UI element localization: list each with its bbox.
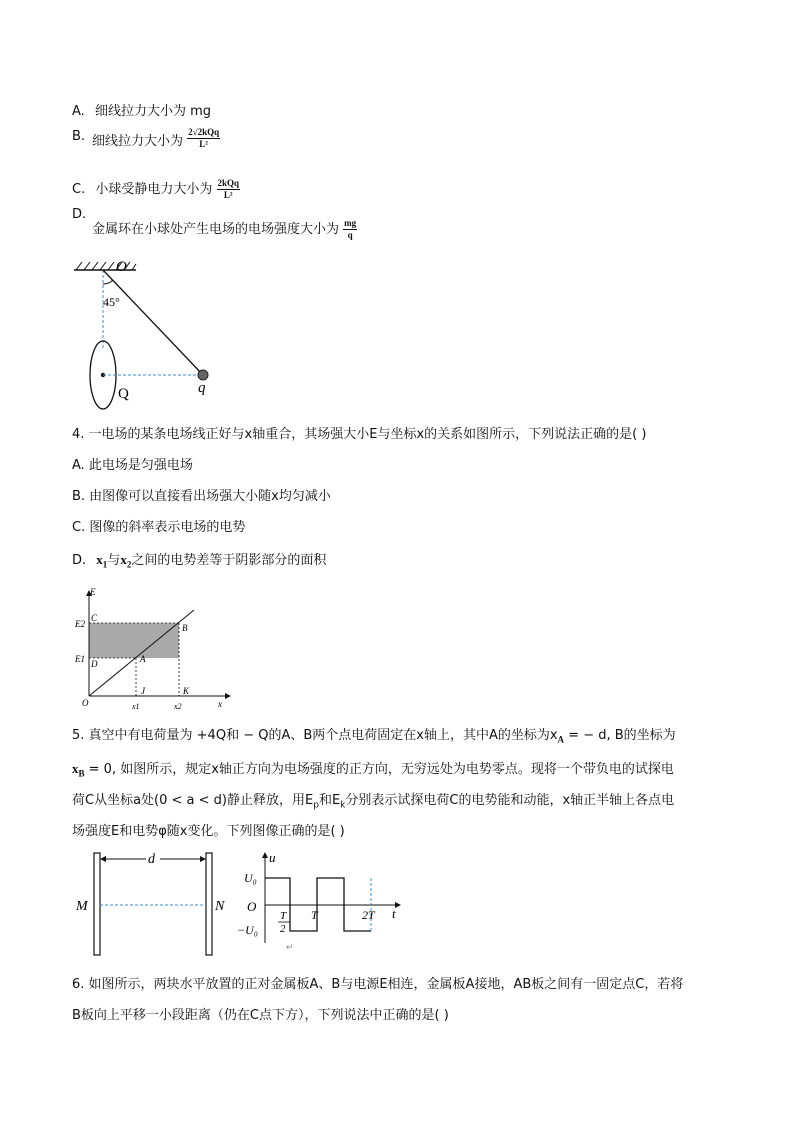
string-line [103, 270, 203, 375]
shaded-area [89, 623, 179, 658]
q5-line-3-mid: 和E [318, 793, 341, 808]
q3-option-a [72, 103, 211, 121]
q3-option-d [92, 218, 357, 241]
q4-stem: 4. 一电场的某条电场线正好与x轴重合，其场强大小E与坐标x的关系如图所示，下列说法正确的是( ) [72, 427, 647, 442]
q3-option-d-text: 金属环在小球处产生电场的电场强度大小为 [92, 222, 340, 237]
q5-line-4: 场强度E和电势φ随x变化。下列图像正确的是( ) [72, 824, 345, 839]
e1-label: E1 [75, 654, 85, 664]
q3-option-d-letter: D. [72, 207, 87, 222]
q4-option-d-and: 与 [107, 553, 121, 568]
q4-option-d-x2 [120, 552, 132, 570]
q5-line-1 [72, 727, 676, 749]
return-mark-icon: ↵ [286, 942, 294, 952]
q4-option-d [72, 551, 326, 574]
q5-line-3-text: 荷C从坐标a处(0 < a < d)静止释放，用E [72, 793, 314, 808]
x1-tick-label: x1 [132, 702, 140, 711]
t-label: T [311, 908, 318, 922]
q5-line-3-sub-1: p [313, 800, 319, 811]
q3-option-c-denominator: L² [223, 190, 233, 200]
q4-x2-base: x [120, 552, 127, 567]
q3-option-c [72, 178, 240, 201]
ring-label-Q: Q [118, 386, 129, 402]
q3-option-d-fraction [343, 218, 357, 241]
origin-o-label: O [247, 899, 257, 914]
t-half-denominator: 2 [280, 923, 286, 935]
q4-e-x-graph [70, 585, 240, 713]
q5-plates-figure [76, 848, 240, 960]
q6-line-2: B板向上平移一小段距离（仍在C点下方），下列说法中正确的是( ) [72, 1008, 449, 1023]
q3-option-b-letter: B. [72, 129, 86, 144]
q4-x1-base: x [96, 552, 103, 567]
q3-option-c-text: 小球受静电力大小为 [95, 182, 213, 197]
angle-arc [103, 280, 113, 284]
q4-option-d-rest: 之间的电势差等于阴影部分的面积 [131, 553, 327, 568]
distance-label: d [148, 852, 155, 867]
q4-x1-sub: 1 [102, 559, 108, 570]
point-a-label: A [140, 654, 146, 664]
top-label-O: O [116, 259, 127, 275]
label-n: N [215, 899, 225, 914]
ceiling-hatch [76, 262, 136, 270]
q3-option-b-text: 细线拉力大小为 [92, 134, 184, 149]
point-k-label: K [183, 686, 190, 696]
u0-label: U₀ [244, 871, 257, 885]
q3-option-a-text: A. [72, 104, 85, 119]
q4-option-d-x1 [96, 552, 108, 570]
q5-line-3-end: 分别表示试探电荷C的电势能和动能，x轴正半轴上各点电 [345, 793, 675, 808]
plate-n [206, 853, 212, 955]
q3-option-d-numerator: mg [344, 218, 357, 228]
two-t-label: 2T [362, 908, 375, 922]
q3-option-b-fraction [187, 127, 220, 150]
q5-line-2-x: x [72, 761, 79, 776]
q3-option-c-numerator: 2kQq [217, 178, 240, 188]
q6-line-1: 6. 如图所示，两块水平放置的正对金属板A、B与电源E相连，金属板A接地，AB板之间有一固定点C，若将 [72, 977, 684, 992]
q5-line-1-end: = − d, B的坐标为 [564, 728, 676, 743]
u-axis-label: u [269, 850, 276, 865]
t-half-numerator: T [280, 910, 287, 922]
q4-option-d-letter: D. [72, 553, 87, 568]
q3-option-a-body: 细线拉力大小为 mg [94, 104, 211, 119]
x-axis-label: x [218, 699, 222, 709]
point-c-label: C [91, 613, 98, 623]
q5-line-3-sub-2: k [340, 800, 346, 811]
q5-line-3 [72, 792, 674, 815]
q3-option-c-fraction [217, 178, 241, 201]
plate-m [94, 853, 100, 955]
x2-tick-label: x2 [174, 702, 182, 711]
point-b-label: B [182, 623, 188, 633]
origin-label: O [82, 698, 89, 708]
q3-option-b-denominator: L² [199, 139, 208, 149]
q4-x2-sub: 2 [126, 559, 132, 570]
q4-option-c: C. 图像的斜率表示电场的电势 [72, 520, 246, 535]
angle-label: 45° [103, 295, 120, 309]
neg-u0-label: −U₀ [237, 923, 258, 937]
e2-label: E2 [75, 619, 85, 629]
ball-label-q: q [198, 380, 206, 396]
q5-line-2-sub: B [78, 768, 85, 779]
q5-line-1-text: 5. 真空中有电荷量为 +4Q和 − Q的A、B两个点电荷固定在x轴上，其中A的坐标为x [72, 728, 558, 743]
q4-option-a: A. 此电场是匀强电场 [72, 458, 193, 473]
small-ball [198, 370, 208, 380]
point-j-label: J [141, 686, 145, 696]
q5-line-2-text: = 0, 如图所示，规定x轴正方向为电场强度的正方向，无穷远处为电势零点。现将一个带负电的试探电 [84, 762, 674, 777]
q5-line-1-sub: A [557, 734, 565, 745]
q3-option-b-numerator: 2√2kQq [188, 127, 220, 137]
t-axis-label: t [392, 906, 396, 921]
q5-wave-figure [237, 848, 410, 960]
q5-line-2 [72, 760, 674, 783]
y-axis-label: E [90, 587, 96, 597]
q4-option-b: B. 由图像可以直接看出场强大小随x均匀减小 [72, 489, 331, 504]
q3-option-c-letter: C. [72, 182, 86, 197]
label-m: M [76, 899, 88, 914]
q3-option-b [92, 127, 220, 151]
q3-pendulum-figure [70, 258, 230, 418]
point-d-label: D [91, 659, 98, 669]
q3-option-d-denominator: q [347, 230, 353, 240]
